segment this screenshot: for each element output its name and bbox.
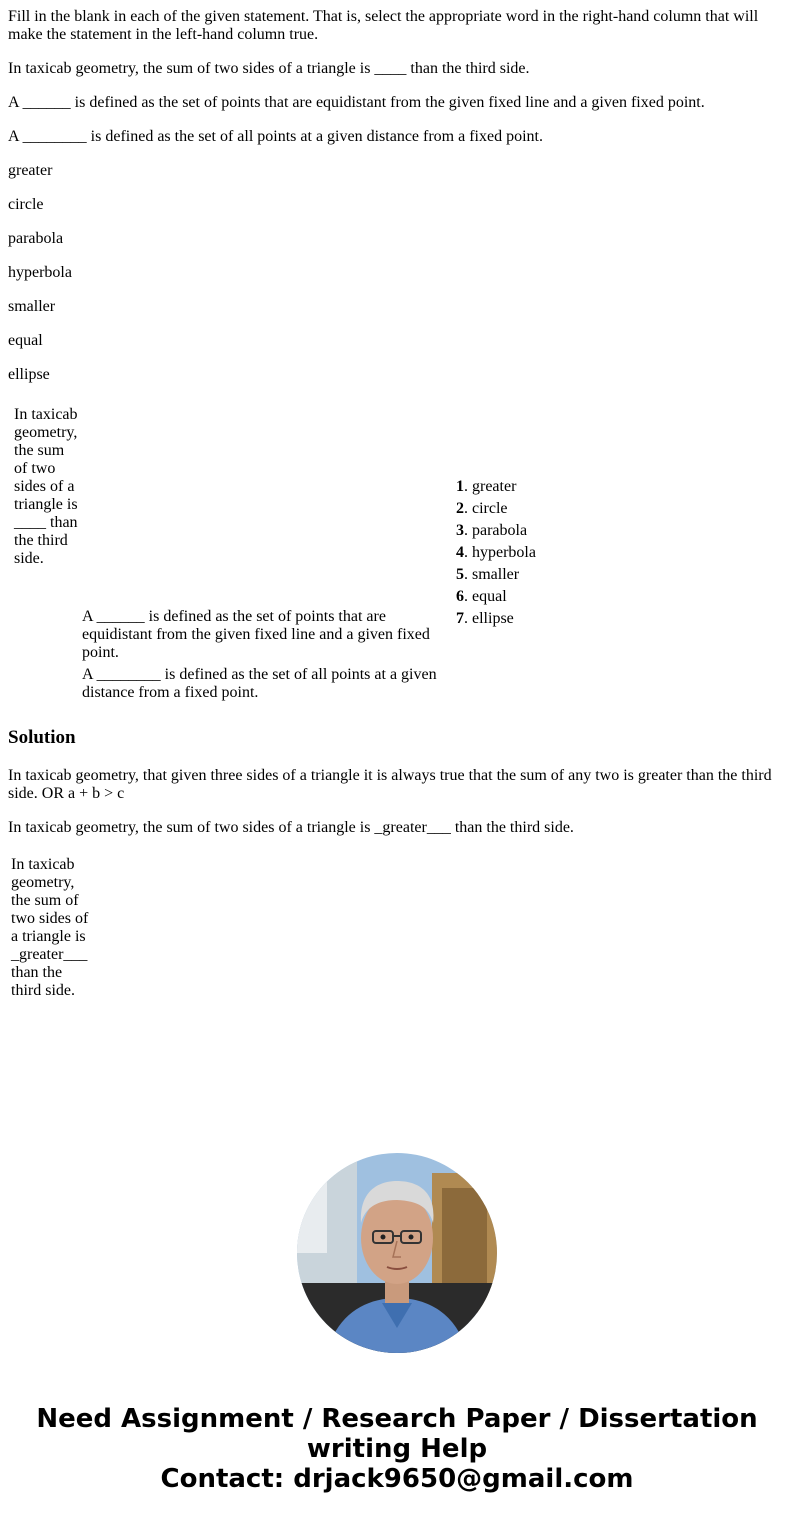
word-option: parabola [8, 230, 64, 247]
choice-item: 2. circle [456, 500, 508, 517]
author-avatar [297, 1153, 497, 1353]
word-option: circle [8, 196, 44, 213]
choice-word: parabola [472, 522, 528, 539]
choice-number: 3 [456, 522, 464, 539]
footer-contact: Contact: drjack9650@gmail.com [160, 1464, 634, 1494]
choice-word: hyperbola [472, 544, 536, 561]
question-statement: A ______ is defined as the set of points that are equidistant from the given fixed line and a given fixed point. [8, 94, 705, 111]
choice-word: greater [472, 478, 517, 495]
choice-number: 2 [456, 500, 464, 517]
choice-word: circle [472, 500, 508, 517]
choice-number: 4 [456, 544, 464, 561]
choice-item: 3. parabola [456, 522, 528, 539]
choice-item: 5. smaller [456, 566, 520, 583]
choice-number: 1 [456, 478, 464, 495]
choice-word: smaller [472, 566, 520, 583]
choice-item: 1. greater [456, 478, 517, 495]
word-option: smaller [8, 298, 56, 315]
table-statement-cell: A ______ is defined as the set of points that are equidistant from the given fixed line and a given fixed point. [82, 608, 430, 661]
author-portrait-image [297, 1153, 497, 1353]
choice-number: 6 [456, 588, 464, 605]
answer-cell: In taxicab geometry, the sum of two sides of a triangle is _greater___ than the third side. [11, 856, 89, 999]
choice-list [456, 476, 656, 630]
question-intro: Fill in the blank in each of the given statement. That is, select the appropriate word in the right-hand column that will make the statement in the left-hand column true. [8, 8, 759, 43]
question-statement: A ________ is defined as the set of all points at a given distance from a fixed point. [8, 128, 543, 145]
word-option: ellipse [8, 366, 50, 383]
table-statement-cell: A ________ is defined as the set of all points at a given distance from a fixed point. [82, 666, 437, 701]
footer-line: writing Help [306, 1434, 488, 1464]
choice-number: 7 [456, 610, 464, 627]
solution-answer: In taxicab geometry, the sum of two sides of a triangle is _greater___ than the third side. [8, 819, 574, 836]
word-option: equal [8, 332, 43, 349]
choice-item: 4. hyperbola [456, 544, 536, 561]
choice-item: 6. equal [456, 588, 507, 605]
footer-line: Need Assignment / Research Paper / Dissertation [36, 1404, 758, 1434]
solution-heading: Solution [8, 727, 76, 748]
word-option: greater [8, 162, 53, 179]
choice-number: 5 [456, 566, 464, 583]
word-option: hyperbola [8, 264, 72, 281]
choice-item: 7. ellipse [456, 610, 514, 627]
question-statement: In taxicab geometry, the sum of two sides of a triangle is ____ than the third side. [8, 60, 530, 77]
solution-explanation: In taxicab geometry, that given three sides of a triangle it is always true that the sum of any two is greater than the third side. OR a + b > c [8, 767, 772, 802]
choice-word: equal [472, 588, 507, 605]
choice-word: ellipse [472, 610, 514, 627]
table-statement-cell: In taxicab geometry, the sum of two sides of a triangle is ____ than the third side. [14, 406, 78, 567]
